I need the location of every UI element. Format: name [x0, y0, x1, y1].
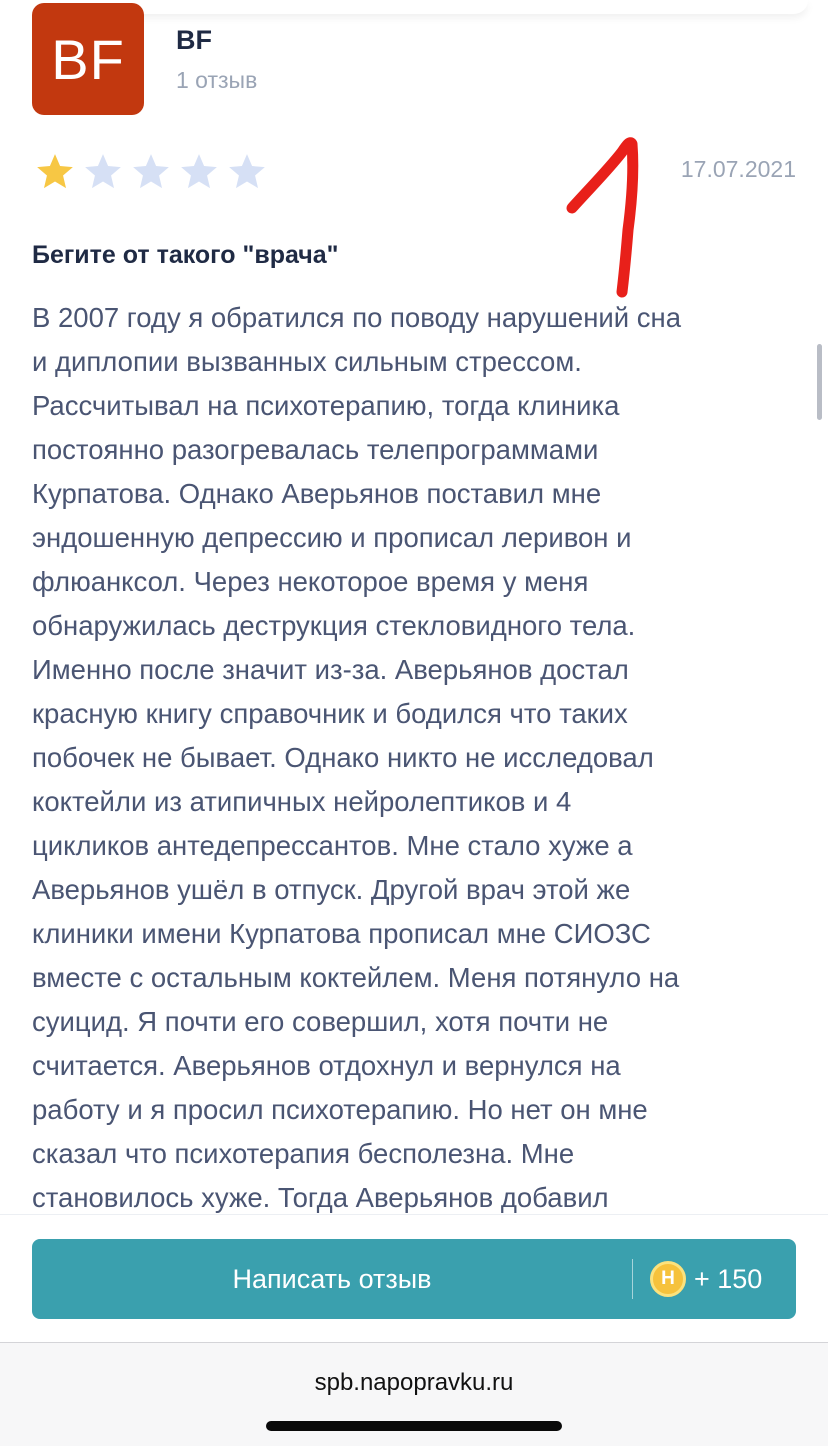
review-text-line: обнаружилась деструкция стекловидного тела.	[32, 610, 636, 641]
review-title: Бегите от такого "врача"	[32, 241, 339, 269]
review-text-line: сказал что психотерапия бесполезна. Мне	[32, 1138, 575, 1169]
star-empty-icon	[82, 151, 124, 193]
review-text-line: побочек не бывает. Однако никто не исследовал	[32, 742, 654, 773]
browser-address-bar	[0, 1342, 828, 1446]
review-text-line: Рассчитывал на психотерапию, тогда клиника	[32, 390, 620, 421]
review-text-line: и диплопии вызванных сильным стрессом.	[32, 346, 582, 377]
browser-url[interactable]: spb.napopravku.ru	[314, 1369, 514, 1396]
review-text-line: Именно после значит из-за. Аверьянов достал	[32, 654, 629, 685]
star-empty-icon	[178, 151, 220, 193]
review-text-line: клиники имени Курпатова прописал мне СИОЗС	[32, 918, 651, 949]
review-text-line: постоянно разогревалась телепрограммами	[32, 434, 599, 465]
review-text-line: Курпатова. Однако Аверьянов поставил мне	[32, 478, 602, 509]
bottom-action-bar	[0, 1214, 828, 1342]
author-header	[32, 3, 792, 115]
author-initials: BF	[51, 27, 125, 91]
review-date: 17.07.2021	[680, 156, 796, 182]
review-text-line: считается. Аверьянов отдохнул и вернулся на	[32, 1050, 621, 1081]
bonus-points: + 150	[694, 1263, 763, 1294]
review-text-line: суицид. Я почти его совершил, хотя почти не	[32, 1006, 609, 1037]
star-empty-icon	[130, 151, 172, 193]
button-divider	[632, 1259, 633, 1299]
author-avatar	[32, 3, 144, 115]
write-review-button[interactable]	[32, 1239, 796, 1319]
review-text-line: цикликов антедепрессантов. Мне стало хуже а	[32, 830, 633, 861]
home-indicator[interactable]	[266, 1421, 562, 1431]
coin-letter: Н	[661, 1268, 675, 1289]
review-text-line: становилось хуже. Тогда Аверьянов добавил	[32, 1182, 609, 1213]
review-text-line: В 2007 году я обратился по поводу нарушений сна	[32, 302, 681, 333]
author-review-count: 1 отзыв	[176, 67, 258, 93]
review-text-line: красную книгу справочник и бодился что таких	[32, 698, 628, 729]
bonus-coin-icon	[650, 1261, 686, 1297]
review-text-line: вместе с остальным коктейлем. Меня потянуло на	[32, 962, 680, 993]
review-text-line: работу и я просил психотерапию. Но нет он мне	[32, 1094, 648, 1125]
review-text-line: флюанксол. Через некоторое время у меня	[32, 566, 589, 597]
scrollbar-thumb[interactable]	[817, 344, 822, 420]
author-name[interactable]: BF	[176, 25, 212, 55]
star-empty-icon	[226, 151, 268, 193]
star-filled-icon	[34, 151, 76, 193]
rating-stars	[34, 151, 268, 193]
review-text-line: коктейли из атипичных нейролептиков и 4	[32, 786, 572, 817]
review-text	[32, 296, 802, 1214]
write-review-label: Написать отзыв	[232, 1263, 432, 1294]
review-text-line: Аверьянов ушёл в отпуск. Другой врач этой же	[32, 874, 631, 905]
review-text-line: эндошенную депрессию и прописал леривон и	[32, 522, 632, 553]
handwritten-one-annotation	[560, 130, 670, 305]
